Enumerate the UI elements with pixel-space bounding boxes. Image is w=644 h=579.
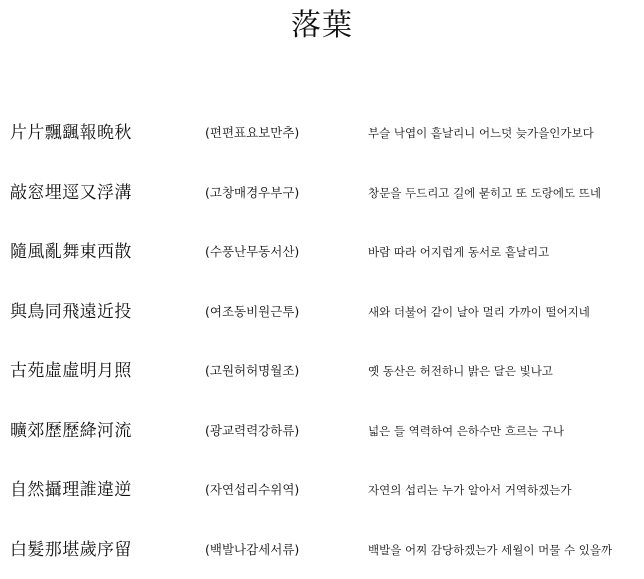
korean-translation: 백발을 어찌 감당하겠는가 세월이 머물 수 있을까 bbox=[368, 541, 640, 559]
hanja-verse: 片片飄颻報晩秋 bbox=[10, 121, 190, 145]
poem-line bbox=[0, 460, 644, 520]
hanja-verse: 敲窓埋逕又浮溝 bbox=[10, 181, 190, 205]
hangul-reading: (여조동비원근투) bbox=[205, 303, 355, 321]
poem-line bbox=[0, 282, 644, 342]
korean-translation: 창문을 두드리고 길에 묻히고 또 도랑에도 뜨네 bbox=[368, 184, 640, 202]
hanja-verse: 古苑虛虛明月照 bbox=[10, 359, 190, 383]
hangul-reading: (백발나감세서류) bbox=[205, 541, 355, 559]
korean-translation: 새와 더불어 같이 날아 멀리 가까이 떨어지네 bbox=[368, 303, 640, 321]
korean-translation: 바람 따라 어지럽게 동서로 흩날리고 bbox=[368, 243, 640, 261]
poem-title: 落葉 bbox=[0, 8, 644, 44]
hanja-verse: 隨風亂舞東西散 bbox=[10, 240, 190, 264]
poem-line bbox=[0, 222, 644, 282]
hanja-verse: 曠郊歷歷絳河流 bbox=[10, 419, 190, 443]
poem-line bbox=[0, 520, 644, 579]
korean-translation: 넓은 들 역력하여 은하수만 흐르는 구나 bbox=[368, 422, 640, 440]
hangul-reading: (자연섭리수위역) bbox=[205, 481, 355, 499]
hangul-reading: (고창매경우부구) bbox=[205, 184, 355, 202]
hanja-verse: 白髮那堪歲序留 bbox=[10, 538, 190, 562]
poem-lines bbox=[0, 103, 644, 579]
hangul-reading: (수풍난무동서산) bbox=[205, 243, 355, 261]
korean-translation: 옛 동산은 허전하니 밝은 달은 빛나고 bbox=[368, 362, 640, 380]
hangul-reading: (고원허허명월조) bbox=[205, 362, 355, 380]
poem-line bbox=[0, 163, 644, 223]
hangul-reading: (편편표요보만추) bbox=[205, 124, 355, 142]
hanja-verse: 與鳥同飛遠近投 bbox=[10, 300, 190, 324]
poem-line bbox=[0, 341, 644, 401]
hanja-verse: 自然攝理誰違逆 bbox=[10, 478, 190, 502]
korean-translation: 자연의 섭리는 누가 알아서 거역하겠는가 bbox=[368, 481, 640, 499]
korean-translation: 부슬 낙엽이 흩날리니 어느덧 늦가을인가보다 bbox=[368, 124, 640, 142]
hangul-reading: (광교력력강하류) bbox=[205, 422, 355, 440]
poem-line bbox=[0, 103, 644, 163]
poem-line bbox=[0, 401, 644, 461]
